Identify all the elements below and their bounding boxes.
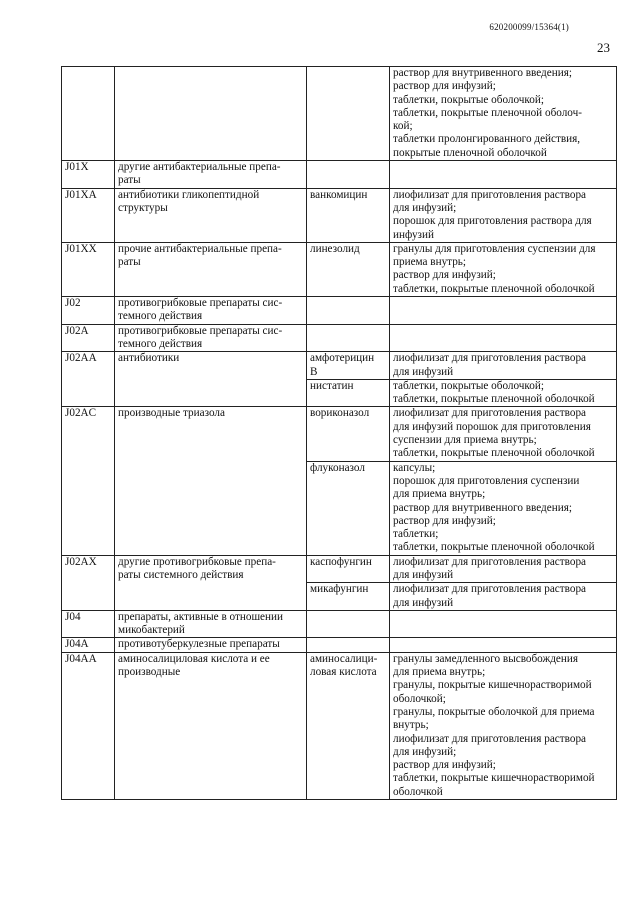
drug-name-cell <box>307 610 390 638</box>
drug-name-cell <box>307 461 390 555</box>
dosage-form-text: приема внутрь; <box>393 256 466 269</box>
group-text: прочие антибактериальные препа- <box>118 242 282 255</box>
dosage-form-text: лиофилизат для приготовления раствора <box>393 188 586 201</box>
atc-code-cell: J02AX <box>62 555 115 610</box>
atc-code-cell: J01X <box>62 161 115 189</box>
anatomical-group-cell <box>115 352 307 407</box>
anatomical-group-cell <box>115 242 307 296</box>
drug-name-cell <box>307 352 390 380</box>
table-row <box>62 610 617 638</box>
dosage-form-text: оболочкой; <box>393 692 446 705</box>
dosage-form-cell <box>390 188 617 242</box>
drug-name-text: ванкомицин <box>310 188 368 201</box>
dosage-form-text: для приема внутрь; <box>393 488 486 501</box>
table-row <box>62 555 617 583</box>
dosage-form-text: для приема внутрь; <box>393 666 486 679</box>
drug-name-text: линезолид <box>310 242 360 255</box>
group-text: структуры <box>118 201 168 214</box>
group-text: антибиотики <box>118 352 180 365</box>
dosage-form-cell <box>390 242 617 296</box>
dosage-form-text: таблетки, покрытые пленочной оболочкой <box>393 282 595 295</box>
dosage-form-text: внутрь; <box>393 719 429 732</box>
dosage-form-text: оболочкой <box>393 785 443 798</box>
atc-code-cell: J04 <box>62 610 115 638</box>
table-row <box>62 352 617 380</box>
dosage-form-cell <box>390 297 617 325</box>
dosage-form-text: для инфузий <box>393 568 454 581</box>
drug-name-cell <box>307 188 390 242</box>
drug-name-cell <box>307 407 390 461</box>
dosage-form-text: гранулы, покрытые оболочкой для приема <box>393 705 595 718</box>
dosage-form-cell <box>390 379 617 407</box>
dosage-form-cell <box>390 638 617 652</box>
drug-name-cell <box>307 324 390 352</box>
drug-name-text: B <box>310 365 318 378</box>
dosage-form-text: для инфузий; <box>393 201 457 214</box>
drug-name-cell <box>307 161 390 189</box>
group-text: раты <box>118 256 141 269</box>
drug-name-cell <box>307 638 390 652</box>
drug-name-text: микафунгин <box>310 583 369 596</box>
table-row <box>62 638 617 652</box>
dosage-form-cell <box>390 461 617 555</box>
dosage-form-text: порошок для приготовления суспензии <box>393 474 580 487</box>
dosage-form-text: таблетки, покрытые пленочной оболоч- <box>393 106 582 119</box>
drug-name-text: каспофунгин <box>310 555 372 568</box>
anatomical-group-cell <box>115 407 307 555</box>
table-row <box>62 188 617 242</box>
dosage-form-text: таблетки пролонгированного действия, <box>393 133 581 146</box>
group-text: раты <box>118 174 141 187</box>
dosage-form-cell <box>390 352 617 380</box>
drug-table <box>61 66 617 800</box>
dosage-form-text: инфузий <box>393 228 434 241</box>
dosage-form-text: раствор для инфузий; <box>393 514 496 527</box>
atc-code-cell: J02 <box>62 297 115 325</box>
group-text: препараты, активные в отношении <box>118 610 283 623</box>
dosage-form-text: таблетки; <box>393 528 439 541</box>
dosage-form-cell <box>390 324 617 352</box>
dosage-form-text: для инфузий <box>393 596 454 609</box>
dosage-form-text: раствор для инфузий; <box>393 269 496 282</box>
page-number: 23 <box>597 40 610 55</box>
anatomical-group-cell <box>115 610 307 638</box>
drug-name-text: нистатин <box>310 379 354 392</box>
dosage-form-text: для инфузий порошок для приготовления <box>393 420 591 433</box>
dosage-form-text: раствор для внутривенного введения; <box>393 501 572 514</box>
dosage-form-cell <box>390 67 617 161</box>
group-text: антибиотики гликопептидной <box>118 188 260 201</box>
dosage-form-cell <box>390 161 617 189</box>
group-text: микобактерий <box>118 624 185 637</box>
dosage-form-text: таблетки, покрытые кишечнорастворимой <box>393 772 595 785</box>
dosage-form-text: таблетки, покрытые оболочкой; <box>393 379 544 392</box>
dosage-form-text: гранулы, покрытые кишечнорастворимой <box>393 679 592 692</box>
dosage-form-text: кой; <box>393 120 413 133</box>
atc-code-cell: J04A <box>62 638 115 652</box>
drug-name-cell <box>307 652 390 799</box>
dosage-form-text: покрытые пленочной оболочкой <box>393 146 547 159</box>
dosage-form-text: гранулы для приготовления суспензии для <box>393 242 596 255</box>
dosage-form-text: таблетки, покрытые пленочной оболочкой <box>393 393 595 406</box>
dosage-form-text: таблетки, покрытые пленочной оболочкой <box>393 541 595 554</box>
drug-name-text: вориконазол <box>310 407 370 420</box>
group-text: другие антибактериальные препа- <box>118 161 281 174</box>
group-text: темного действия <box>118 337 203 350</box>
dosage-form-text: раствор для инфузий; <box>393 80 496 93</box>
drug-name-cell <box>307 67 390 161</box>
anatomical-group-cell <box>115 652 307 799</box>
group-text: противогрибковые препараты сис- <box>118 297 283 310</box>
dosage-form-text: раствор для внутривенного введения; <box>393 67 572 79</box>
dosage-form-text: лиофилизат для приготовления раствора <box>393 407 586 420</box>
drug-name-text: флуконазол <box>310 461 365 474</box>
drug-name-text: ловая кислота <box>310 666 377 679</box>
dosage-form-text: лиофилизат для приготовления раствора <box>393 352 586 365</box>
dosage-form-cell <box>390 583 617 611</box>
dosage-form-text: гранулы замедленного высвобождения <box>393 652 579 665</box>
drug-name-text: аминосалици- <box>310 652 378 665</box>
drug-name-cell <box>307 583 390 611</box>
anatomical-group-cell <box>115 161 307 189</box>
anatomical-group-cell <box>115 638 307 652</box>
dosage-form-text: таблетки, покрытые пленочной оболочкой <box>393 447 595 460</box>
table-row <box>62 407 617 461</box>
dosage-form-text: раствор для инфузий; <box>393 759 496 772</box>
table-row <box>62 242 617 296</box>
group-text: темного действия <box>118 310 203 323</box>
anatomical-group-cell <box>115 297 307 325</box>
anatomical-group-cell <box>115 67 307 161</box>
atc-code-cell <box>62 67 115 161</box>
group-text: аминосалициловая кислота и ее <box>118 652 270 665</box>
group-text: противогрибковые препараты сис- <box>118 324 283 337</box>
dosage-form-text: таблетки, покрытые оболочкой; <box>393 93 544 106</box>
atc-code-cell: J04AA <box>62 652 115 799</box>
dosage-form-cell <box>390 407 617 461</box>
anatomical-group-cell <box>115 188 307 242</box>
dosage-form-text: суспензии для приема внутрь; <box>393 434 537 447</box>
table-row <box>62 324 617 352</box>
atc-code-cell: J01XA <box>62 188 115 242</box>
table-row <box>62 67 617 161</box>
atc-code-cell: J02A <box>62 324 115 352</box>
drug-name-cell <box>307 297 390 325</box>
anatomical-group-cell <box>115 324 307 352</box>
atc-code-cell: J02AA <box>62 352 115 407</box>
dosage-form-text: для инфузий; <box>393 745 457 758</box>
document-id: 620200099/15364(1) <box>489 22 569 32</box>
group-text: производные <box>118 666 181 679</box>
dosage-form-text: лиофилизат для приготовления раствора <box>393 732 586 745</box>
atc-code-cell: J01XX <box>62 242 115 296</box>
drug-name-cell <box>307 379 390 407</box>
dosage-form-text: лиофилизат для приготовления раствора <box>393 583 586 596</box>
table-row <box>62 652 617 799</box>
dosage-form-cell <box>390 652 617 799</box>
dosage-form-text: для инфузий <box>393 365 454 378</box>
group-text: другие противогрибковые препа- <box>118 555 276 568</box>
drug-name-text: амфотерицин <box>310 352 375 365</box>
table-row <box>62 297 617 325</box>
table-row <box>62 161 617 189</box>
dosage-form-text: порошок для приготовления раствора для <box>393 215 592 228</box>
drug-name-cell <box>307 242 390 296</box>
anatomical-group-cell <box>115 555 307 610</box>
group-text: противотуберкулезные препараты <box>118 638 280 651</box>
dosage-form-text: лиофилизат для приготовления раствора <box>393 555 586 568</box>
drug-name-cell <box>307 555 390 583</box>
dosage-form-cell <box>390 610 617 638</box>
group-text: производные триазола <box>118 407 225 420</box>
group-text: раты системного действия <box>118 568 244 581</box>
dosage-form-cell <box>390 555 617 583</box>
dosage-form-text: капсулы; <box>393 461 436 474</box>
atc-code-cell: J02AC <box>62 407 115 555</box>
